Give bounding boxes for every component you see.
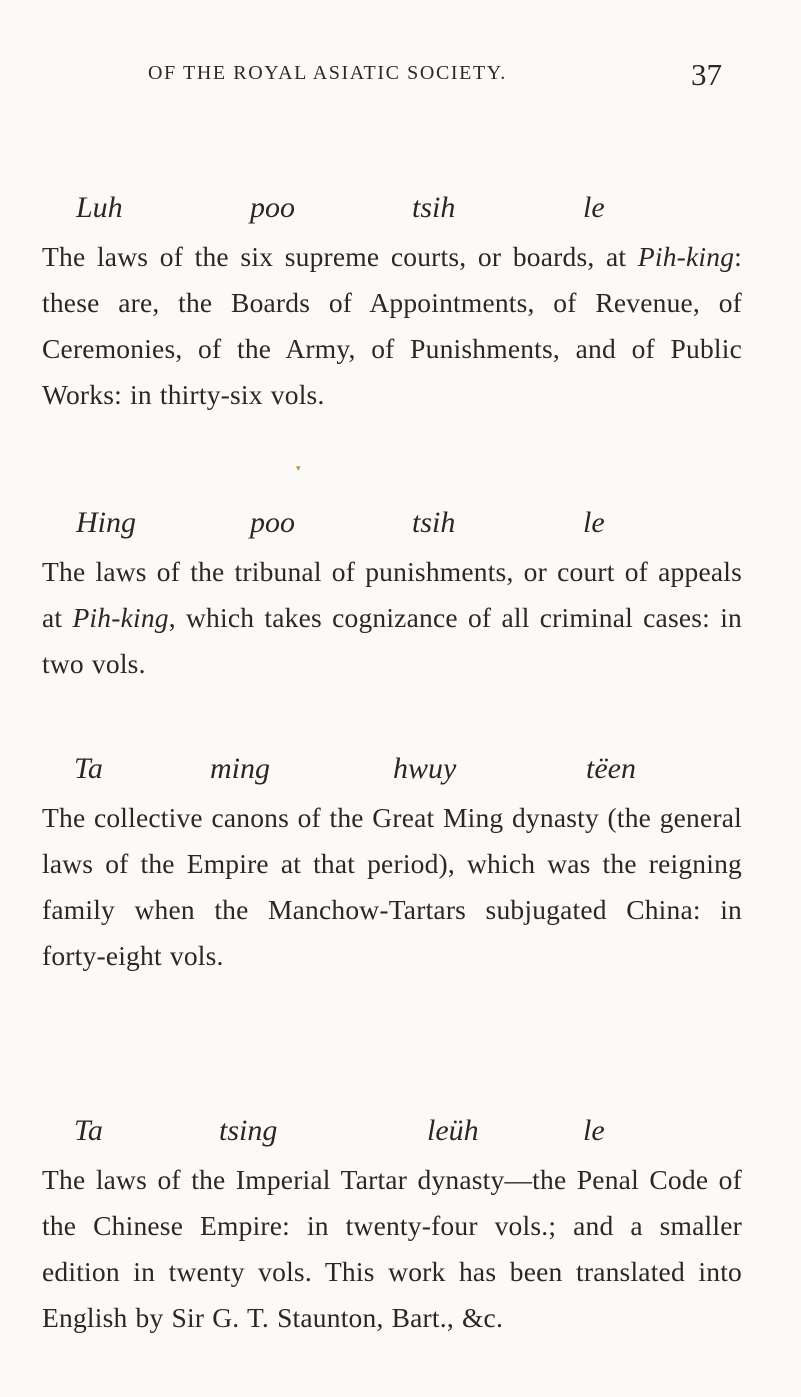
place-name: Pih-king — [637, 241, 735, 272]
title-word: Luh — [76, 191, 123, 224]
title-word: leüh — [427, 1114, 479, 1147]
description-text: The laws of the six supreme courts, or boards, at — [42, 241, 638, 272]
entry-ta-ming-hwuy-teen — [42, 751, 742, 979]
title-word: tsih — [412, 506, 456, 539]
entry-hing-poo-tsih-le — [42, 505, 742, 687]
entry-luh-poo-tsih-le — [42, 190, 742, 418]
page-number: 37 — [691, 57, 722, 92]
entry-title — [42, 751, 742, 795]
title-word: le — [583, 506, 605, 539]
ink-speck: ▾ — [296, 464, 301, 474]
title-word: poo — [250, 191, 295, 224]
title-word: hwuy — [393, 752, 457, 785]
title-word: poo — [250, 506, 295, 539]
entry-title — [42, 190, 742, 234]
entry-description: The laws of the Imperial Tartar dynasty—the Penal Code of the Chinese Empire: in twenty-four vols.; and a smaller edition in twenty vols. This work has been translated into English by Sir G. T. Staunton, Bart., &c. — [42, 1164, 742, 1333]
description-text: The laws of the tribunal of punishments, or court of appeals at — [42, 556, 742, 633]
title-word: tëen — [586, 752, 636, 785]
running-title: OF THE ROYAL ASIATIC SOCIETY. — [148, 62, 507, 84]
description-text: : these are, the Boards of Appointments, of Revenue, of Ceremonies, of the Army, of Punishments, and of Public Works: in thirty-six vols. — [42, 241, 742, 410]
description-text: , which takes cognizance of all criminal cases: in two vols. — [42, 602, 742, 679]
entry-description — [42, 234, 742, 418]
title-word: le — [583, 191, 605, 224]
title-word: tsing — [219, 1114, 278, 1147]
entry-title — [42, 505, 742, 549]
entry-ta-tsing-leuh-le — [42, 1113, 742, 1341]
title-word: Ta — [74, 1114, 103, 1147]
entry-description — [42, 549, 742, 687]
running-head — [0, 58, 801, 94]
entry-description: The collective canons of the Great Ming dynasty (the general laws of the Empire at that period), which was the reigning family when the Manchow-Tartars subjugated China: in forty-eight vols. — [42, 802, 742, 971]
title-word: ming — [210, 752, 270, 785]
entry-title — [42, 1113, 742, 1157]
place-name: Pih-king — [72, 602, 169, 633]
title-word: Ta — [74, 752, 103, 785]
title-word: le — [583, 1114, 605, 1147]
title-word: Hing — [76, 506, 136, 539]
title-word: tsih — [412, 191, 456, 224]
